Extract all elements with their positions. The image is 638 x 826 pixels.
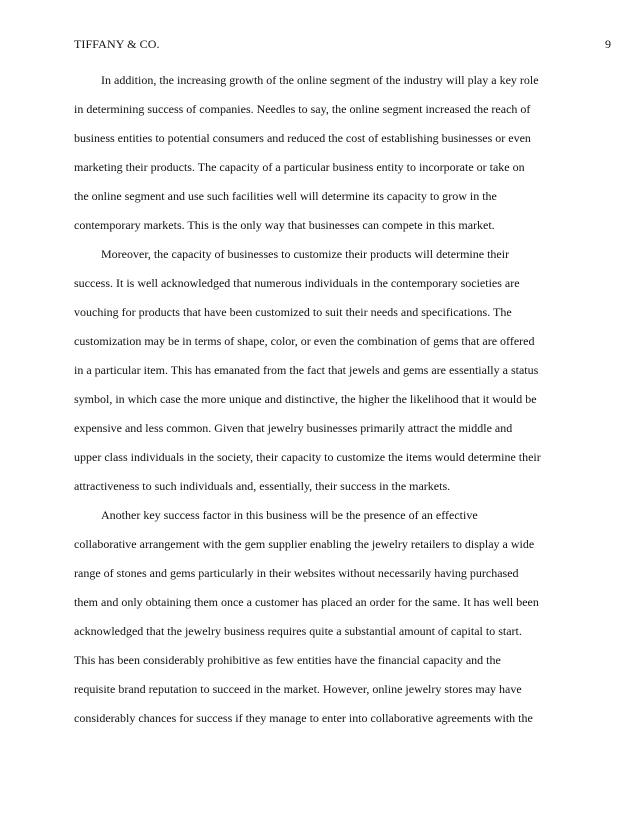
page-number: 9 xyxy=(605,37,611,51)
paragraph-2-line: expensive and less common. Given that jewelry businesses primarily attract the middle and xyxy=(74,421,513,435)
paragraph-2-line: in a particular item. This has emanated from the fact that jewels and gems are essentially a status xyxy=(74,363,539,377)
paragraph-2-line: upper class individuals in the society, their capacity to customize the items would determine their xyxy=(74,450,541,464)
running-head: TIFFANY & CO. xyxy=(74,37,160,51)
paragraph-2-line: Moreover, the capacity of businesses to customize their products will determine their xyxy=(101,247,510,261)
paragraph-1-line: the online segment and use such facilities well will determine its capacity to grow in the xyxy=(74,189,497,203)
body-text xyxy=(74,72,564,739)
paragraph-1-line: In addition, the increasing growth of the online segment of the industry will play a key role xyxy=(101,73,539,87)
paragraph-1-line: business entities to potential consumers and reduced the cost of establishing businesses or even xyxy=(74,131,531,145)
paragraph-3-line: range of stones and gems particularly in their websites without necessarily having purchased xyxy=(74,566,519,580)
paragraph-3-line: acknowledged that the jewelry business requires quite a substantial amount of capital to start. xyxy=(74,624,522,638)
paragraph-3-line: them and only obtaining them once a customer has placed an order for the same. It has well been xyxy=(74,595,539,609)
paragraph-3-line: This has been considerably prohibitive as few entities have the financial capacity and the xyxy=(74,653,501,667)
paragraph-2-line: symbol, in which case the more unique and distinctive, the higher the likelihood that it would be xyxy=(74,392,537,406)
paragraph-3-line: considerably chances for success if they manage to enter into collaborative agreements with the xyxy=(74,711,533,725)
paragraph-3-line: collaborative arrangement with the gem supplier enabling the jewelry retailers to display a wide xyxy=(74,537,535,551)
paragraph-2-line: vouching for products that have been customized to suit their needs and specifications. The xyxy=(74,305,512,319)
paragraph-3-line: requisite brand reputation to succeed in the market. However, online jewelry stores may have xyxy=(74,682,522,696)
paragraph-2-line: customization may be in terms of shape, color, or even the combination of gems that are offered xyxy=(74,334,535,348)
paragraph-2-line: attractiveness to such individuals and, essentially, their success in the markets. xyxy=(74,479,451,493)
paragraph-3-line: Another key success factor in this business will be the presence of an effective xyxy=(101,508,478,522)
page-header xyxy=(74,36,611,52)
paragraph-2-line: success. It is well acknowledged that numerous individuals in the contemporary societies are xyxy=(74,276,520,290)
paragraph-1-line: contemporary markets. This is the only way that businesses can compete in this market. xyxy=(74,218,495,232)
paragraph-1-line: in determining success of companies. Needles to say, the online segment increased the reach of xyxy=(74,102,531,116)
paragraph-1-line: marketing their products. The capacity of a particular business entity to incorporate or take on xyxy=(74,160,525,174)
